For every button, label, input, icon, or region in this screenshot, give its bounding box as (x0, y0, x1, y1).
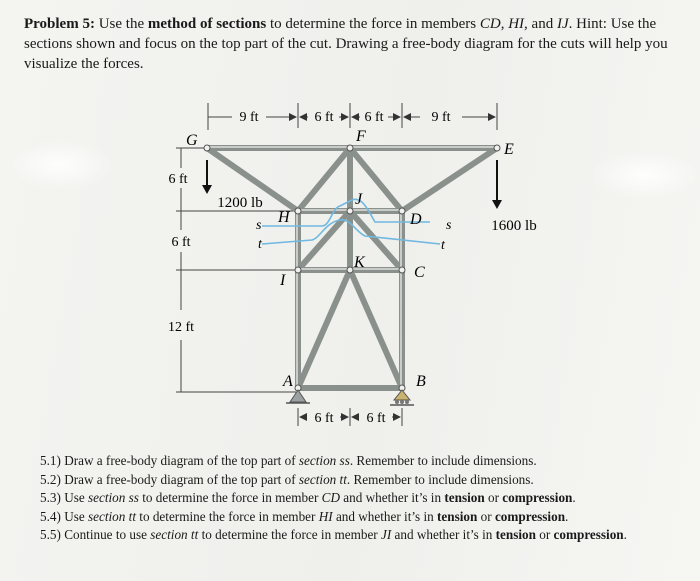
question-text: Draw a free-body diagram of the top part of (60, 453, 299, 468)
question-number: 5.5) (40, 527, 61, 543)
method-of-sections: method of sections (147, 16, 267, 32)
node-a: A (283, 373, 293, 390)
question-text: to determine the force in member (198, 527, 381, 543)
left-dimensions (176, 148, 296, 392)
question-text: to determine the force in member (138, 490, 322, 506)
question-text: JI (381, 527, 392, 543)
member-ij: IJ (556, 16, 569, 32)
node-e: E (504, 141, 514, 158)
node-j: J (355, 191, 363, 208)
question-text: tension (495, 527, 536, 543)
dim-left-1: 6 ft (168, 172, 188, 187)
question-text: . Remember to include dimensions. (349, 453, 537, 468)
question-text: and whether it’s in (332, 508, 438, 524)
question-4 (40, 508, 660, 527)
question-text: . Remember to include dimensions. (346, 471, 534, 487)
question-text: Draw a free-body diagram of the top part of (60, 471, 299, 487)
problem-text: , (500, 16, 509, 32)
dim-left-2: 6 ft (171, 235, 191, 250)
dim-bottom-1: 6 ft (314, 411, 334, 426)
section-s-left: s (256, 218, 262, 233)
dim-top-3: 6 ft (364, 110, 384, 125)
dim-top-4: 9 ft (431, 110, 451, 125)
question-text: section tt (150, 527, 199, 543)
node-f: F (356, 128, 366, 145)
question-text: compression (553, 527, 624, 543)
question-5 (40, 526, 660, 545)
question-text: or (535, 527, 554, 543)
question-text: CD (321, 490, 340, 506)
problem-text: . Hint: Use the sections shown and focus on the top part of the cut. Drawing a free-body diagram for the cuts will help you visualize the forces. (24, 16, 668, 72)
question-text: and whether it’s in (391, 527, 496, 543)
question-text: compression (502, 490, 573, 506)
node-d: D (410, 211, 422, 228)
question-number: 5.1) (40, 453, 61, 468)
dim-top-2: 6 ft (314, 110, 334, 125)
question-2 (40, 471, 660, 490)
problem-text: to determine the force in members (266, 16, 480, 32)
question-text: and whether it’s in (339, 490, 445, 506)
question-text: . (565, 508, 569, 524)
question-text: section ss (298, 453, 350, 468)
question-text: or (484, 490, 503, 506)
member-cd: CD (479, 16, 501, 32)
question-list (40, 452, 660, 545)
dim-bottom-2: 6 ft (366, 411, 386, 426)
question-text: tension (444, 490, 485, 506)
load-1200: 1200 lb (217, 195, 263, 211)
question-text: . (572, 490, 576, 506)
question-text: Use (60, 490, 88, 506)
node-b: B (416, 373, 426, 390)
question-text: HI (318, 508, 333, 524)
question-1 (40, 452, 660, 471)
question-text: tension (437, 508, 478, 524)
node-c: C (414, 264, 425, 281)
question-text: section tt (298, 471, 347, 487)
question-text: section ss (88, 490, 139, 506)
question-text: Continue to use (60, 527, 151, 543)
question-text: . (623, 527, 627, 543)
question-3 (40, 489, 660, 508)
question-text: compression (494, 508, 566, 524)
question-number: 5.2) (40, 471, 61, 487)
load-1600: 1600 lb (491, 218, 537, 234)
question-text: to determine the force in member (135, 508, 319, 524)
problem-number: Problem 5: (24, 16, 95, 32)
question-text: Use (60, 508, 88, 524)
support-b (390, 390, 414, 405)
question-text: or (477, 508, 495, 524)
question-number: 5.4) (40, 508, 61, 524)
node-k: K (354, 254, 365, 271)
member-hi: HI (508, 16, 525, 32)
dim-left-3: 12 ft (167, 320, 195, 335)
dim-top-1: 9 ft (239, 110, 259, 125)
node-i: I (280, 272, 286, 289)
question-text: section tt (88, 508, 136, 524)
section-s-right: s (446, 218, 452, 233)
node-h: H (278, 209, 290, 226)
node-g: G (186, 132, 198, 149)
problem-text: Use the (94, 16, 148, 32)
question-number: 5.3) (40, 490, 61, 506)
section-t-left: t (258, 237, 262, 252)
section-t-right: t (441, 238, 445, 253)
problem-text: , and (524, 16, 557, 32)
